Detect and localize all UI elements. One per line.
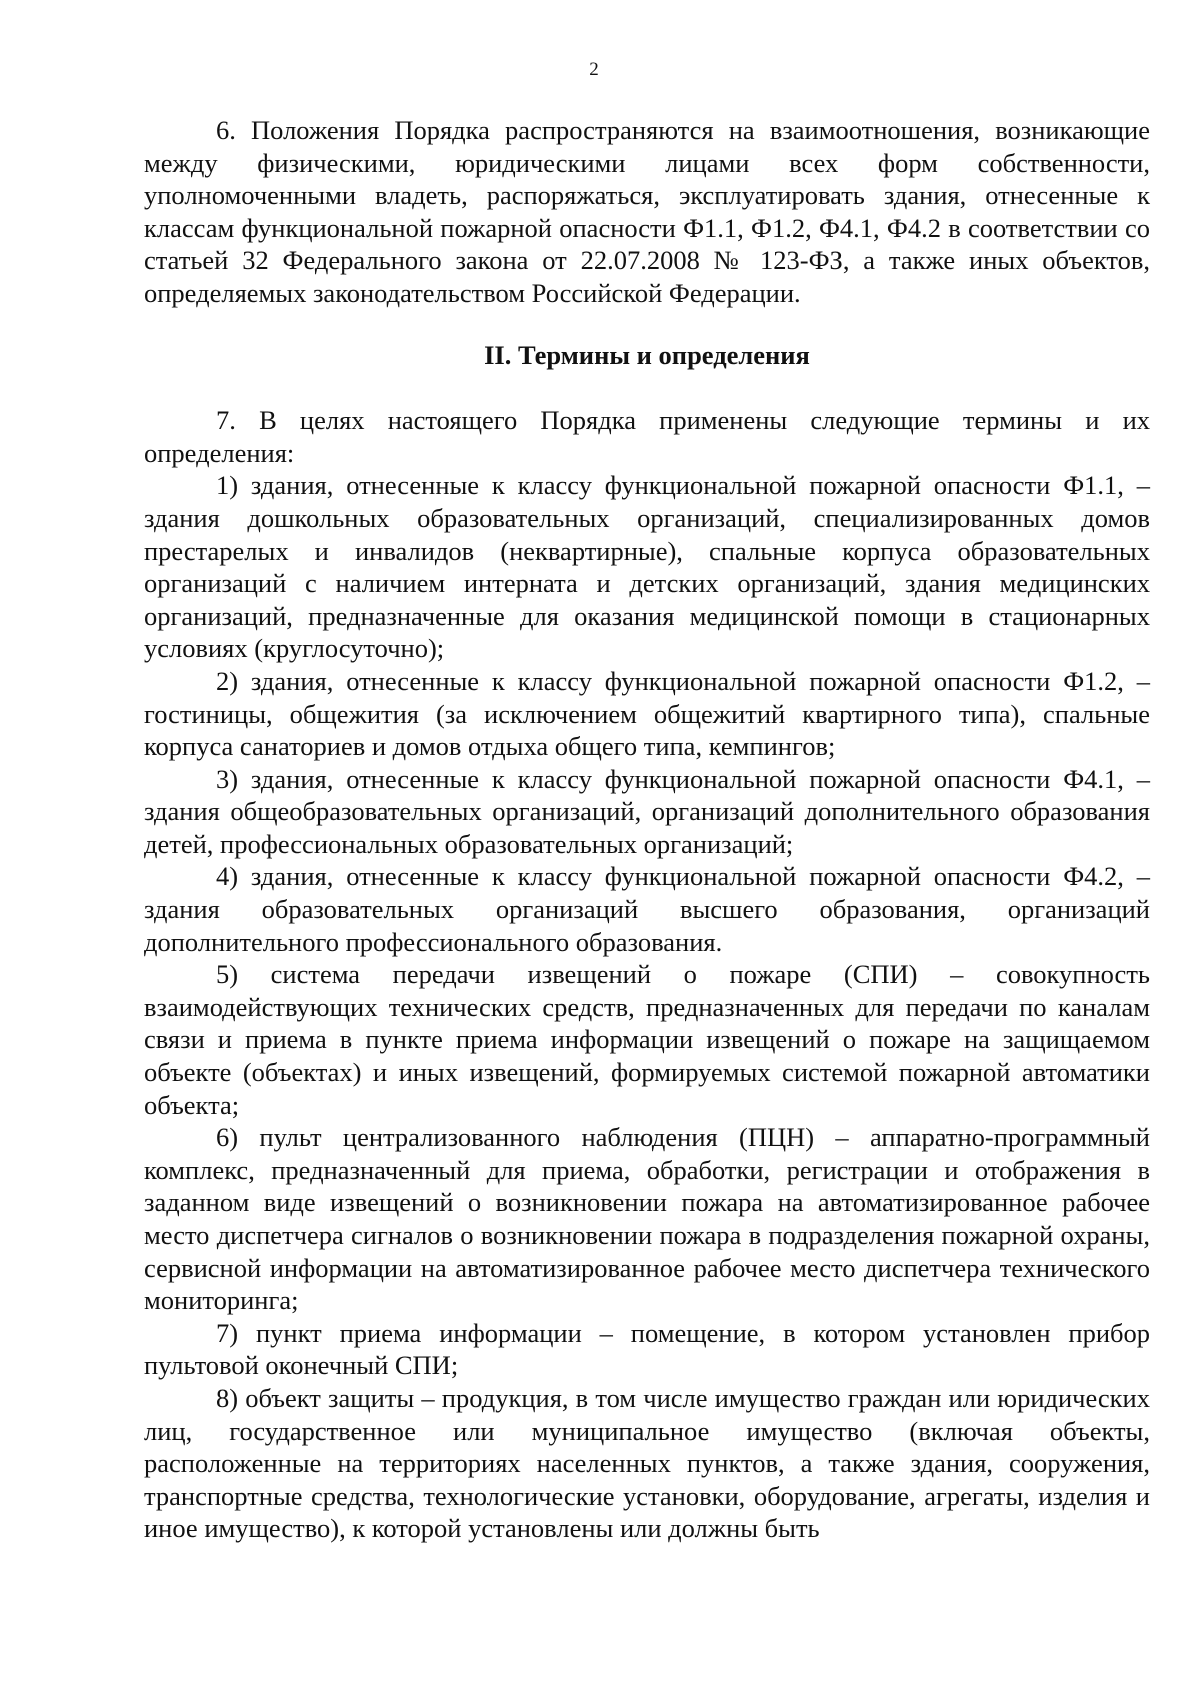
term-6: 6) пульт централизованного наблюдения (ПЦН) – аппаратно-программный комплекс, предназначенный для приема, обработки, регистрации и отображения в заданном виде извещений о возникновении пожара на автоматизированное рабочее место диспетчера сигналов о возникновении пожара в подразделения пожарной охраны, сервисной информации на автоматизированное рабочее место диспетчера технического мониторинга; xyxy=(144,1122,1150,1316)
term-7: 7) пункт приема информации – помещение, в котором установлен прибор пультовой оконечный СПИ; xyxy=(144,1317,1150,1381)
term-5: 5) система передачи извещений о пожаре (СПИ) – совокупность взаимодействующих технических средств, предназначенных для передачи по каналам связи и приема в пункте приема информации извещений о пожаре на защищаемом объекте (объектах) и иных извещений, формируемых системой пожарной автоматики объекта; xyxy=(144,959,1150,1120)
page-number: 2 xyxy=(589,59,599,80)
section-heading: II. Термины и определения xyxy=(484,339,810,370)
document-body xyxy=(144,114,1150,1545)
term-8: 8) объект защиты – продукция, в том числе имущество граждан или юридических лиц, государственное или муниципальное имущество (включая объекты, расположенные на территориях населенных пунктов, а также здания, сооружения, транспортные средства, технологические установки, оборудование, агрегаты, изделия и иное имущество), к которой установлены или должны быть xyxy=(144,1382,1150,1544)
term-1: 1) здания, отнесенные к классу функциональной пожарной опасности Ф1.1, – здания дошкольных образовательных организаций, специализированных домов престарелых и инвалидов (неквартирные), спальные корпуса образовательных организаций с наличием интерната и детских организаций, здания медицинских организаций, предназначенные для оказания медицинской помощи в стационарных условиях (круглосуточно); xyxy=(144,470,1150,664)
term-3: 3) здания, отнесенные к классу функциональной пожарной опасности Ф4.1, – здания общеобразовательных организаций, организаций дополнительного образования детей, профессиональных образовательных организаций; xyxy=(144,763,1150,859)
term-2: 2) здания, отнесенные к классу функциональной пожарной опасности Ф1.2, – гостиницы, общежития (за исключением общежитий квартирного типа), спальные корпуса санаториев и домов отдыха общего типа, кемпингов; xyxy=(144,665,1150,762)
paragraph-6: 6. Положения Порядка распространяются на взаимоотношения, возникающие между физическими, юридическими лицами всех форм собственности, уполномоченными владеть, распоряжаться, эксплуатировать здания, отнесенные к классам функциональной пожарной опасности Ф1.1, Ф1.2, Ф4.1, Ф4.2 в соответствии со статьей 32 Федерального закона от 22.07.2008 № 123-ФЗ, а также иных объектов, определяемых законодательством Российской Федерации. xyxy=(144,115,1150,308)
paragraph-7: 7. В целях настоящего Порядка применены следующие термины и их определения: xyxy=(144,405,1150,468)
term-4: 4) здания, отнесенные к классу функциональной пожарной опасности Ф4.2, – здания образовательных организаций высшего образования, организаций дополнительного профессионального образования. xyxy=(144,861,1150,957)
